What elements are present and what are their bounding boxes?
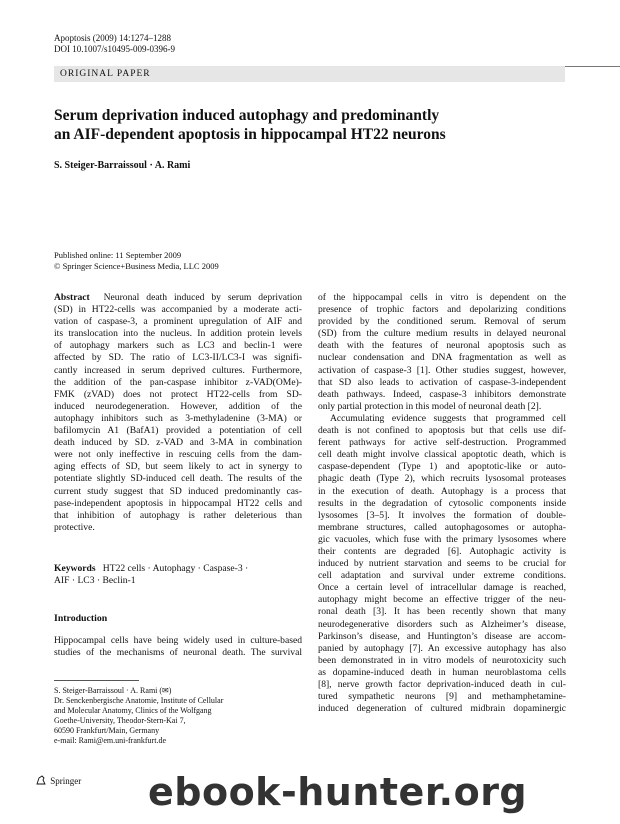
abstract-line: (SD) in HT22-cells was accompanied by a moderate acti- [54, 304, 302, 316]
body-line: their contents are degraded [6]. Autophagic activity is [318, 545, 566, 557]
body-line: death with the features of neuronal apoptosis such as [318, 340, 566, 352]
body-line: as dopamine-induced death in human neuroblastoma cells [318, 666, 566, 678]
body-line: provided by the conditioned serum. Removal of serum [318, 316, 566, 328]
publisher-mark [36, 775, 81, 786]
abstract-line: FMK (zVAD) does not protect HT22-cells from SD- [54, 388, 302, 400]
doi-link[interactable]: DOI 10.1007/s10495-009-0396-9 [54, 44, 175, 54]
body-line: membrane structures, called autophagosomes or autopha- [318, 521, 566, 533]
body-line: tured sympathetic neurons [9] and methamphetamine- [318, 691, 566, 703]
body-line: presence of trophic factors and depolarizing conditions [318, 304, 566, 316]
copyright-notice: © Springer Science+Business Media, LLC 2009 [54, 261, 219, 271]
keywords [54, 563, 302, 587]
body-line: Parkinson’s disease, and Huntington’s disease are accom- [318, 630, 566, 642]
published-date: Published online: 11 September 2009 [54, 250, 182, 260]
abstract-line [54, 292, 302, 304]
body-line: results in the degradation of cytosolic components inside [318, 497, 566, 509]
abstract-line: pase-independent apoptosis in hippocampal HT22 cells and [54, 497, 302, 509]
body-line: cell death might involve classical apoptotic death, which is [318, 449, 566, 461]
affiliation-line: Dr. Senckenbergische Anatomie, Institute of Cellular [54, 696, 224, 706]
title-line: Serum deprivation induced autophagy and predominantly [54, 107, 440, 124]
affiliation-line: S. Steiger-Barraissoul · A. Rami (✉) [54, 686, 172, 695]
abstract-line: aging effects of SD, but seem likely to act in synergy to [54, 461, 302, 473]
introduction-heading: Introduction [54, 613, 108, 624]
body-line: [8], nerve growth factor deprivation-induced death in cul- [318, 679, 566, 690]
abstract-line: cantly increased in serum deprived cultures. Furthermore, [54, 364, 302, 376]
abstract [54, 292, 302, 534]
body-line: ferent pathways for active self-destruction. Programmed [318, 437, 566, 449]
abstract-line: induced neurodegeneration. However, addition of the [54, 400, 302, 412]
keywords-list: AIF · LC3 · Beclin-1 [54, 575, 136, 587]
body-line: neurodegenerative disorders such as Alzheimer’s disease, [318, 618, 566, 630]
abstract-line: vation of caspase-3, a prominent upregulation of AIF and [54, 316, 302, 328]
abstract-line: autophagy inhibitors such as 3-methyladenine (3-MA) or [54, 412, 302, 424]
body-line: death is not confined to apoptosis but that cells use dif- [318, 425, 566, 437]
body-line: induced degeneration of cultured midbrain dopaminergic [318, 703, 566, 715]
journal-line: Apoptosis (2009) 14:1274–1288 [54, 33, 171, 43]
introduction-line: Hippocampal cells have being widely used in culture-based [54, 635, 302, 646]
article-title [54, 106, 574, 144]
footnote-rule [54, 680, 139, 681]
body-line: been demonstrated in in vitro models of neurotoxicity such [318, 654, 566, 666]
body-line: in the execution of death. Autophagy is a process that [318, 485, 566, 497]
affiliation-line: 60590 Frankfurt/Main, Germany [54, 726, 160, 736]
author-affiliation [54, 686, 223, 747]
body-line: death pathways. Indeed, caspase-3 inhibitors demonstrate [318, 388, 566, 400]
body-line: cell adaptation and survival under extreme conditions. [318, 570, 566, 582]
body-line: caspase-dependent (Type 1) and apoptotic-like or auto- [318, 461, 566, 473]
abstract-line: current study suggest that SD induced predominantly cas- [54, 485, 302, 497]
title-line: an AIF-dependent apoptosis in hippocampal HT22 neurons [54, 126, 446, 143]
author-list: S. Steiger-Barraissoul · A. Rami [54, 160, 191, 171]
abstract-line: its translocation into the nucleus. In addition protein levels [54, 328, 302, 340]
abstract-line: that inhibition of autophagy is rather deleterious than [54, 509, 302, 521]
abstract-line: protective. [54, 521, 95, 533]
body-line: panied by autophagy [7]. An excessive autophagy has also [318, 642, 566, 654]
body-line: autophagy might become an effective trigger of the neu- [318, 594, 566, 606]
body-line: that SD also leads to activation of caspase-3-independent [318, 376, 566, 388]
body-line: ronal death [3]. It has been recently shown that many [318, 606, 566, 618]
publisher-name: Springer [50, 776, 82, 786]
body-line: lysosomes [3–5]. It involves the formation of double- [318, 509, 566, 521]
section-label: ORIGINAL PAPER [60, 69, 151, 79]
abstract-line: were not only ineffective in rescuing cells from the dam- [54, 449, 302, 461]
abstract-line: of autophagy markers such as LC3 and beclin-1 were [54, 340, 302, 352]
body-line: (SD) from the culture medium results in delayed neuronal [318, 328, 566, 340]
body-line: Once a certain level of intracellular damage is reached, [318, 582, 566, 594]
abstract-line: affected by SD. The ratio of LC3-II/LC3-I was signifi- [54, 352, 302, 364]
body-line: induced by nutrient starvation and seems to be crucial for [318, 558, 566, 570]
abstract-label: Abstract [54, 292, 90, 303]
abstract-line: bafilomycin A1 (BafA1) provided a potentiation of cell [54, 425, 302, 437]
affiliation-line: Goethe-University, Theodor-Stern-Kai 7, [54, 716, 186, 726]
abstract-text: Neuronal death induced by serum deprivation [89, 292, 302, 303]
body-line: of the hippocampal cells in vitro is dependent on the [318, 292, 566, 303]
abstract-line: the addition of the pan-caspase inhibitor z-VAD(OMe)- [54, 376, 302, 388]
right-column-text [318, 292, 566, 715]
abstract-line: potentiate slightly SD-induced cell death. The results of the [54, 473, 302, 485]
abstract-line: death induced by SD. z-VAD and 3-MA in combination [54, 437, 302, 449]
body-line: phagic death (Type 2), which recruits lysosomal proteases [318, 473, 566, 485]
body-line: gic vacuoles, which fuse with the primary lysosomes where [318, 533, 566, 545]
body-line: activation of caspase-3 [1]. Other studies suggest, however, [318, 364, 566, 376]
email-address: e-mail: Rami@em.uni-frankfurt.de [54, 736, 166, 746]
introduction-text [54, 635, 302, 659]
keywords-list: HT22 cells · Autophagy · Caspase-3 · [102, 563, 249, 574]
springer-horse-icon [36, 775, 46, 785]
body-line: nuclear condensation and DNA fragmentation as well as [318, 352, 566, 364]
affiliation-line: and Molecular Anatomy, Clinics of the Wolfgang [54, 706, 212, 716]
body-line: only partial protection in this model of neuronal death [2]. [318, 400, 542, 412]
publication-info [54, 250, 219, 272]
keywords-label: Keywords [54, 563, 96, 574]
journal-citation [54, 33, 175, 55]
body-line: Accumulating evidence suggests that programmed cell [330, 412, 566, 424]
introduction-line: studies of the mechanisms of neuronal death. The survival [54, 647, 302, 659]
watermark: ebook-hunter.org [148, 770, 528, 814]
